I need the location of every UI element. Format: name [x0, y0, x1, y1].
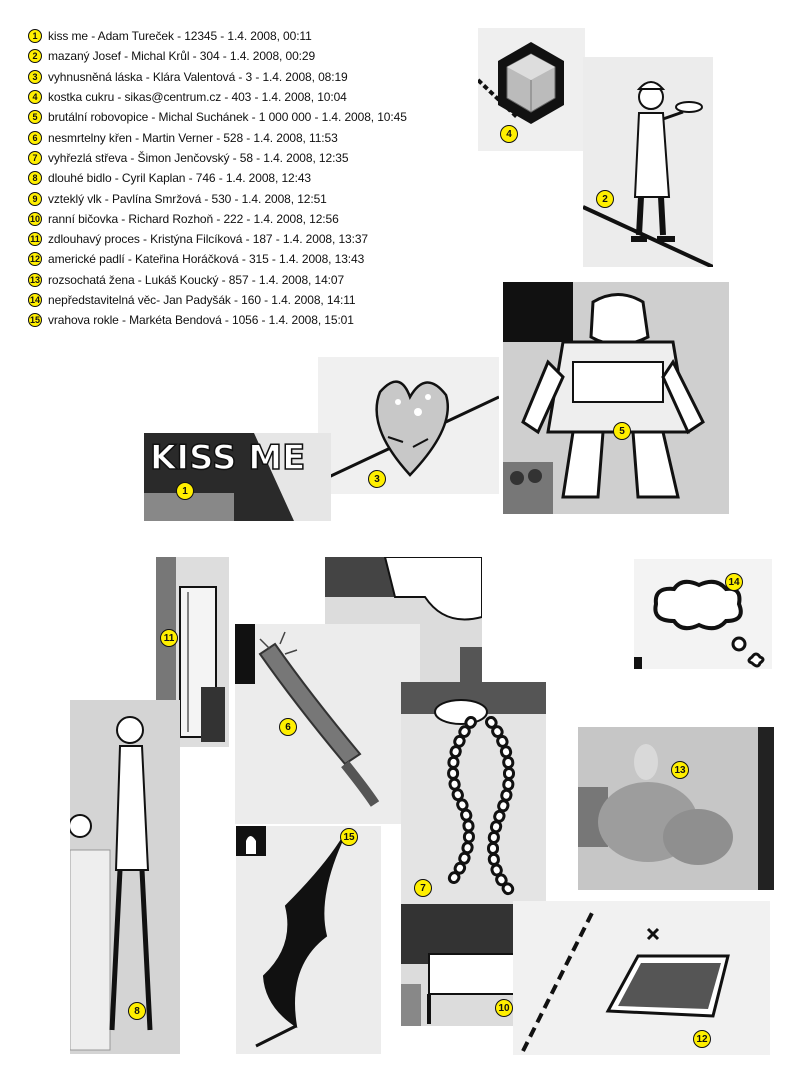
- number-badge: 8: [28, 171, 42, 185]
- number-badge: 12: [29, 254, 40, 265]
- entry-text: vrahova rokle - Markéta Bendová - 1056 - 1.4. 2008, 15:01: [48, 313, 354, 328]
- photo-15: [236, 826, 381, 1054]
- photo-number-badge: 3: [368, 470, 386, 488]
- list-item: [28, 87, 407, 107]
- list-item: [28, 168, 407, 188]
- list-item: [28, 148, 407, 168]
- robot-gorilla-illustration: [503, 282, 729, 514]
- photo-13: [578, 727, 774, 890]
- photo-14: [634, 559, 772, 669]
- number-badge: 15: [29, 315, 40, 326]
- kiss-me-text: KISS ME: [150, 438, 306, 478]
- photo-12: [513, 901, 770, 1055]
- list-item: [28, 46, 407, 66]
- photo-2: [583, 57, 713, 267]
- man-with-bowl-illustration: [583, 57, 713, 267]
- photo-5: [503, 282, 729, 514]
- number-badge: 7: [28, 151, 42, 165]
- entry-text: vyhnusněná láska - Klára Valentová - 3 - 1.4. 2008, 08:19: [48, 69, 348, 84]
- intestines-illustration: [401, 682, 546, 910]
- photo-number-badge: 7: [414, 879, 432, 897]
- list-item: [28, 249, 407, 269]
- list-item: [28, 209, 407, 229]
- photo-number-badge: 13: [671, 761, 689, 779]
- entry-text: vyhřezlá střeva - Šimon Jenčovský - 58 - 1.4. 2008, 12:35: [48, 150, 349, 165]
- entry-text: nesmrtelny křen - Martin Verner - 528 - 1.4. 2008, 11:53: [48, 130, 338, 145]
- photo-number-badge: 10: [495, 999, 513, 1017]
- entry-text: vzteklý vlk - Pavlína Smržová - 530 - 1.4. 2008, 12:51: [48, 191, 327, 206]
- list-item: [28, 26, 407, 46]
- photo-number-badge: 5: [613, 422, 631, 440]
- entry-text: rozsochatá žena - Lukáš Koucký - 857 - 1.4. 2008, 14:07: [48, 272, 345, 287]
- photo-7: [401, 682, 546, 910]
- photo-number-badge: 6: [279, 718, 297, 736]
- photo-number-badge: 4: [500, 125, 518, 143]
- ravine-illustration: [236, 826, 381, 1054]
- list-item: [28, 310, 407, 330]
- sugar-cube-illustration: [478, 28, 585, 151]
- number-badge: 4: [28, 90, 42, 104]
- number-badge: 9: [28, 192, 42, 206]
- photo-6: [235, 624, 420, 824]
- entry-text: kiss me - Adam Tureček - 12345 - 1.4. 2008, 00:11: [48, 29, 312, 44]
- number-badge: 10: [29, 213, 40, 224]
- number-badge: 6: [28, 131, 42, 145]
- tall-man-illustration: [70, 700, 180, 1054]
- entry-list: [28, 26, 407, 330]
- photo-number-badge: 11: [160, 629, 178, 647]
- entry-text: nepředstavitelná věc- Jan Padyšák - 160 - 1.4. 2008, 14:11: [48, 293, 356, 307]
- entry-text: ranní bičovka - Richard Rozhoň - 222 - 1.4. 2008, 12:56: [48, 211, 339, 226]
- number-badge: 2: [28, 49, 42, 63]
- list-item: [28, 188, 407, 208]
- photo-number-badge: 12: [693, 1030, 711, 1048]
- photo-1: [144, 433, 331, 521]
- number-badge: 14: [29, 295, 40, 305]
- number-badge: 3: [28, 70, 42, 84]
- photo-8: [70, 700, 180, 1054]
- entry-text: mazaný Josef - Michal Krůl - 304 - 1.4. 2008, 00:29: [48, 49, 316, 64]
- entry-text: brutální robovopice - Michal Suchánek - 1 000 000 - 1.4. 2008, 10:45: [48, 110, 407, 125]
- number-badge: 1: [28, 29, 42, 43]
- list-item: [28, 229, 407, 249]
- photo-number-badge: 15: [340, 828, 358, 846]
- photo-3: [318, 357, 499, 494]
- entry-text: zdlouhavý proces - Kristýna Filcíková - 187 - 1.4. 2008, 13:37: [48, 232, 368, 247]
- photo-number-badge: 14: [725, 573, 743, 591]
- number-badge: 11: [28, 232, 42, 246]
- photo-number-badge: 2: [596, 190, 614, 208]
- woman-sculpture-photo: [578, 727, 774, 890]
- list-item: [28, 290, 407, 310]
- entry-text: kostka cukru - sikas@centrum.cz - 403 - 1.4. 2008, 10:04: [48, 90, 347, 105]
- number-badge: 13: [29, 274, 40, 285]
- kiss-me-lettering: [144, 433, 331, 521]
- photo-number-badge: 1: [176, 482, 194, 500]
- thought-cloud-illustration: [634, 559, 772, 669]
- rotten-heart-illustration: [318, 357, 499, 494]
- photo-number-badge: 8: [128, 1002, 146, 1020]
- list-item: [28, 270, 407, 290]
- number-badge: 5: [28, 110, 42, 124]
- photo-4: [478, 28, 585, 151]
- list-item: [28, 107, 407, 127]
- entry-text: dlouhé bidlo - Cyril Kaplan - 746 - 1.4. 2008, 12:43: [48, 171, 311, 186]
- horseradish-illustration: [235, 624, 420, 824]
- list-item: [28, 127, 407, 147]
- trapdoor-illustration: [513, 901, 770, 1055]
- entry-text: americké padlí - Kateřina Horáčková - 315 - 1.4. 2008, 13:43: [48, 252, 365, 267]
- list-item: [28, 67, 407, 87]
